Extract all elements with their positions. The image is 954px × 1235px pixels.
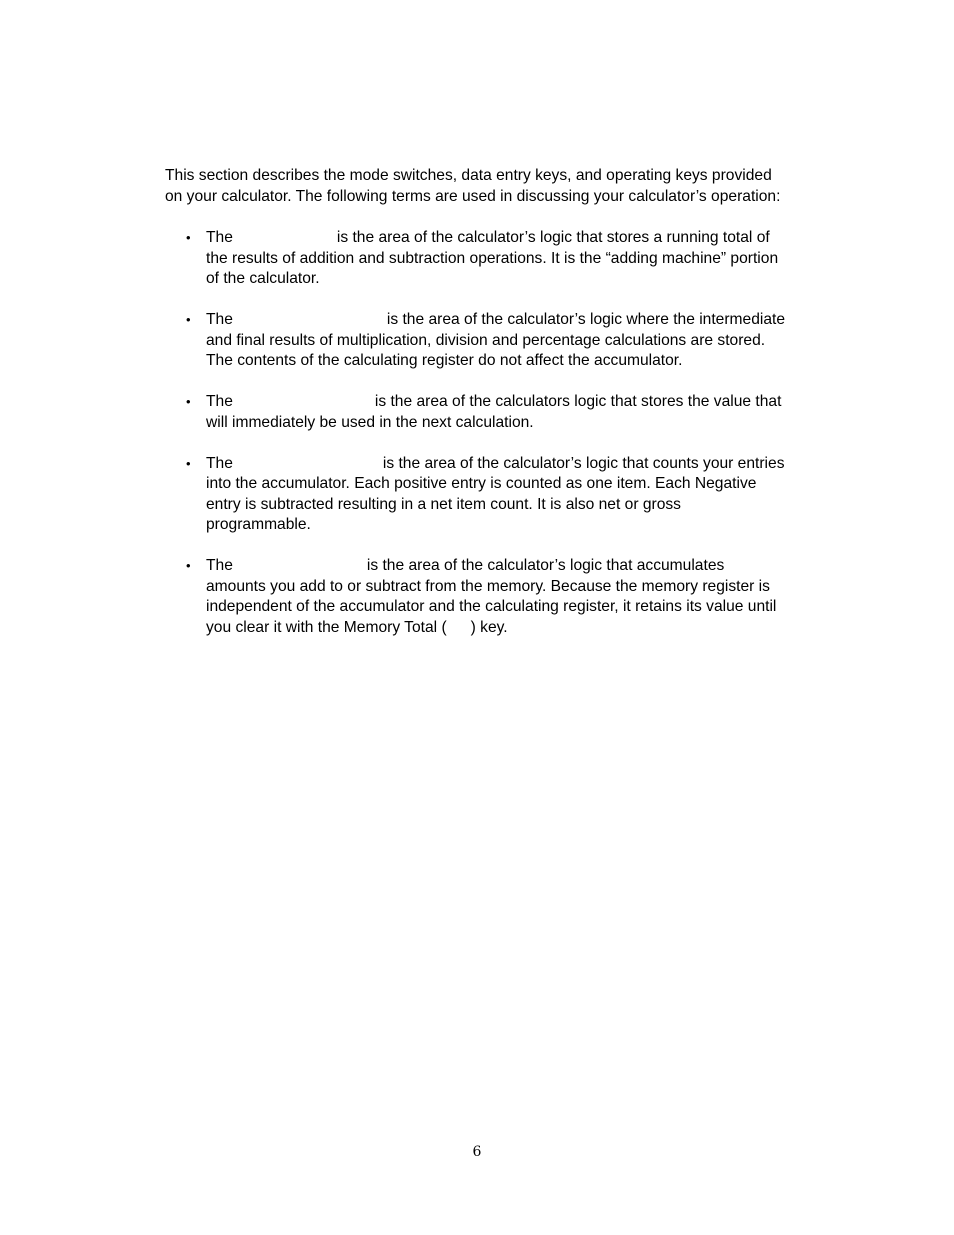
list-item-text: is the area of the calculator’s logic that counts your entries <box>382 454 785 472</box>
list-item-line: independent of the accumulator and the calculating register, it retains its value until <box>206 598 777 615</box>
list-item-item-counter <box>186 454 806 536</box>
bullet-icon: • <box>186 455 191 471</box>
bullet-icon: • <box>186 230 191 245</box>
intro-line: This section describes the mode switches, data entry keys, and operating keys provided <box>165 167 772 184</box>
list-item-line <box>206 228 806 249</box>
list-item-text: is the area of the calculator’s logic that accumulates <box>366 557 725 574</box>
list-item-line <box>206 556 806 577</box>
bullet-icon: • <box>186 558 191 573</box>
list-item-line: The contents of the calculating register do not affect the accumulator. <box>206 352 683 369</box>
list-item-line: entry is subtracted resulting in a net item count. It is also net or gross <box>206 495 681 513</box>
intro-line: on your calculator. The following terms are used in discussing your calculator’s operation: <box>165 187 781 205</box>
list-item-line: programmable. <box>206 516 311 533</box>
bullet-icon: • <box>186 312 191 327</box>
bullet-icon: • <box>186 394 191 409</box>
list-item-line: the results of addition and subtraction operations. It is the “adding machine” portion <box>206 249 779 267</box>
list-item-text: you clear it with the Memory Total ( <box>206 618 447 636</box>
page-number: 6 <box>472 1144 482 1160</box>
list-item-lead: The <box>206 229 233 246</box>
list-item-lead: The <box>206 454 233 472</box>
list-item-entry-register <box>186 392 806 433</box>
list-item-lead: The <box>206 557 233 574</box>
list-item-accumulator <box>186 228 806 290</box>
list-item-text: is the area of the calculator’s logic that stores a running total of <box>336 229 770 246</box>
list-item-line <box>206 310 806 331</box>
list-item-line: of the calculator. <box>206 270 320 287</box>
list-item-text: ) key. <box>470 618 508 636</box>
list-item-lead: The <box>206 393 233 410</box>
list-item-line: and final results of multiplication, division and percentage calculations are stored. <box>206 331 766 349</box>
list-item-line <box>206 392 806 413</box>
list-item-line <box>206 618 806 639</box>
list-item-text: is the area of the calculators logic that stores the value that <box>374 393 782 410</box>
terms-list <box>186 228 806 659</box>
list-item-memory-register <box>186 556 806 638</box>
list-item-line <box>206 454 806 475</box>
intro-paragraph <box>165 166 805 207</box>
list-item-text: is the area of the calculator’s logic where the intermediate <box>386 311 786 328</box>
list-item-lead: The <box>206 311 233 328</box>
list-item-line: will immediately be used in the next calculation. <box>206 413 534 431</box>
list-item-line: into the accumulator. Each positive entry is counted as one item. Each Negative <box>206 475 757 492</box>
list-item-line: amounts you add to or subtract from the memory. Because the memory register is <box>206 577 770 595</box>
list-item-calculating-register <box>186 310 806 372</box>
